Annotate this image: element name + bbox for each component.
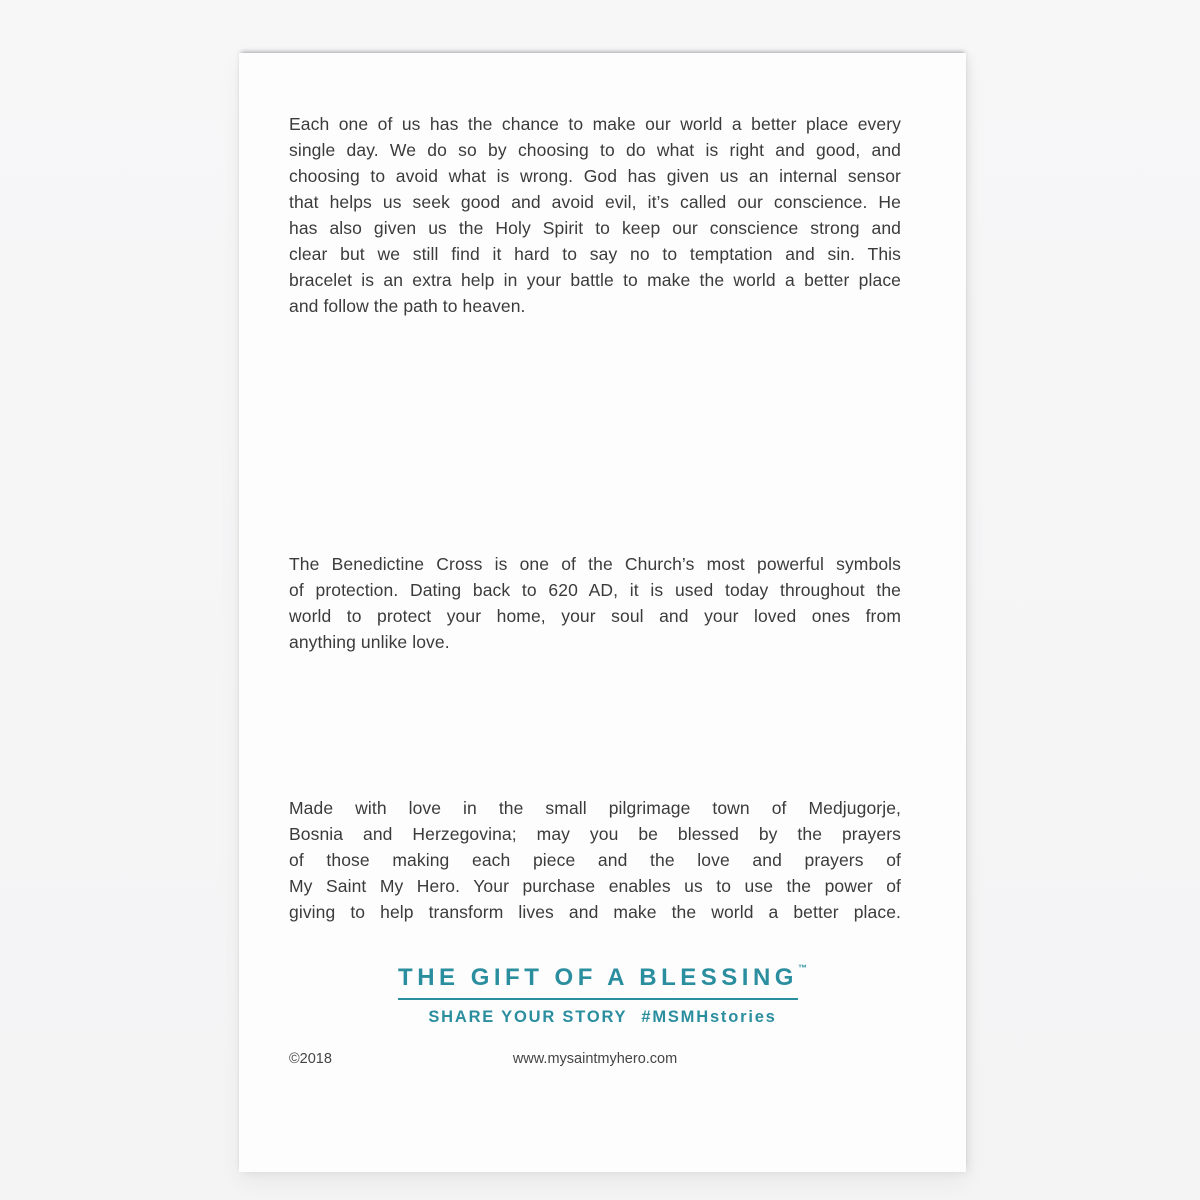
gift-of-a-blessing-title	[398, 963, 807, 1000]
text-line: Bosnia and Herzegovina; may you be blessed by the prayers	[289, 824, 901, 844]
text-line: anything unlike love.	[289, 632, 450, 652]
text-line: and follow the path to heaven.	[289, 296, 526, 316]
text-line: has also given us the Holy Spirit to keep our conscience strong and	[289, 218, 901, 238]
text-line: giving to help transform lives and make the world a better place.	[289, 902, 901, 922]
card-footer	[289, 1049, 901, 1069]
text-line: choosing to avoid what is wrong. God has given us an internal sensor	[289, 166, 901, 186]
text-line: of those making each piece and the love and prayers of	[289, 850, 901, 870]
text-line: clear but we still find it hard to say no to temptation and sin. This	[289, 244, 901, 264]
text-line: The Benedictine Cross is one of the Church’s most powerful symbols	[289, 554, 901, 574]
msmh-hashtag: #MSMHstories	[641, 1008, 777, 1026]
branding-block	[239, 963, 966, 1027]
text-line: that helps us seek good and avoid evil, it’s called our conscience. He	[289, 192, 901, 212]
share-your-story-line	[239, 1008, 966, 1027]
paragraph-made-with-love	[289, 795, 901, 925]
text-line: My Saint My Hero. Your purchase enables us to use the power of	[289, 876, 901, 896]
gift-title-text: THE GIFT OF A BLESSING	[398, 966, 798, 1000]
website-url: www.mysaintmyhero.com	[512, 1051, 678, 1067]
text-line: bracelet is an extra help in your battle to make the world a better place	[289, 270, 901, 290]
text-line: Each one of us has the chance to make our world a better place every	[289, 114, 901, 134]
text-line: of protection. Dating back to 620 AD, it is used today throughout the	[289, 580, 901, 600]
paragraph-benedictine-cross	[289, 551, 901, 655]
card-content	[239, 53, 966, 1172]
share-your-story-label: SHARE YOUR STORY	[428, 1008, 628, 1026]
text-line: world to protect your home, your soul and your loved ones from	[289, 606, 901, 626]
paragraph-conscience	[289, 111, 901, 319]
trademark-symbol: ™	[797, 963, 807, 973]
blessing-card	[239, 53, 966, 1172]
text-line: single day. We do so by choosing to do what is right and good, and	[289, 140, 901, 160]
copyright-text: ©2018	[289, 1051, 332, 1067]
text-line: Made with love in the small pilgrimage town of Medjugorje,	[289, 798, 901, 818]
